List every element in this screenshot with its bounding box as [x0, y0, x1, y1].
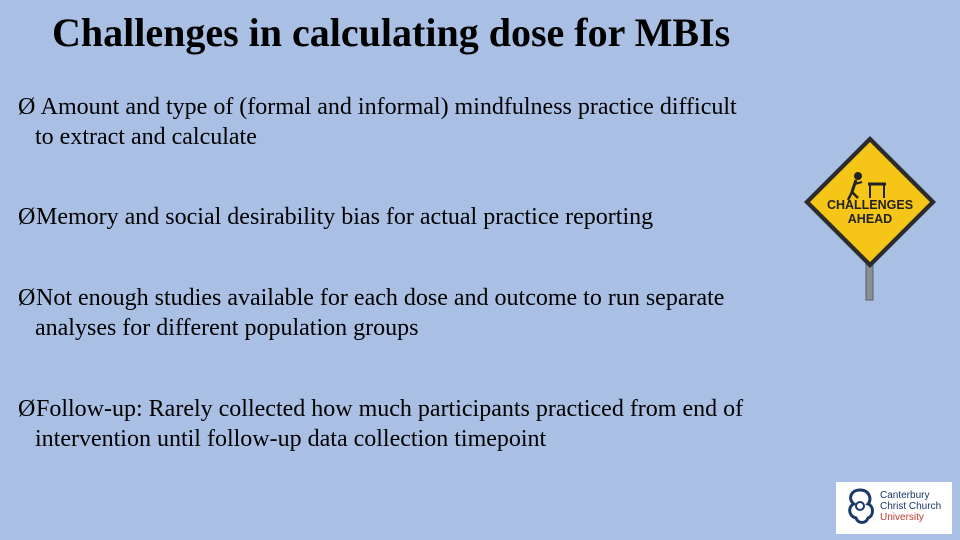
bullet-2-line-1: Memory and social desirability bias for actual practice reporting — [36, 204, 654, 230]
logo-line-1: Canterbury — [880, 490, 930, 501]
bullet-3-line-1: Not enough studies available for each dose and outcome to run separate — [36, 285, 725, 311]
bullet-1-line-2: to extract and calculate — [35, 124, 257, 150]
bullet-4-line-1: Follow-up: Rarely collected how much participants practiced from end of — [36, 396, 744, 422]
warning-road-sign-icon — [800, 132, 940, 302]
bullet-1-line-1: Amount and type of (formal and informal) mindfulness practice difficult — [36, 94, 737, 120]
bullet-item-4 — [18, 394, 898, 454]
slide-title: Challenges in calculating dose for MBIs — [52, 10, 731, 55]
bullet-3-line-2: analyses for different population groups — [35, 315, 419, 341]
bullet-item-2 — [18, 202, 798, 232]
bullet-item-1 — [18, 92, 878, 152]
arrow-bullet-icon: Ø — [18, 204, 36, 230]
arrow-bullet-icon: Ø — [18, 396, 36, 422]
university-logo — [836, 482, 952, 534]
ccu-logo-icon — [840, 482, 880, 534]
bullet-4-line-2: intervention until follow-up data collection timepoint — [35, 426, 547, 452]
logo-line-3: University — [880, 512, 924, 523]
logo-line-2: Christ Church — [880, 501, 942, 512]
bullet-item-3 — [18, 283, 858, 343]
sign-text-line-2: AHEAD — [847, 212, 893, 226]
arrow-bullet-icon: Ø — [18, 285, 36, 311]
arrow-bullet-icon: Ø — [18, 94, 36, 120]
sign-text-line-1: CHALLENGES — [826, 198, 914, 212]
road-sign-graphic — [800, 132, 940, 302]
